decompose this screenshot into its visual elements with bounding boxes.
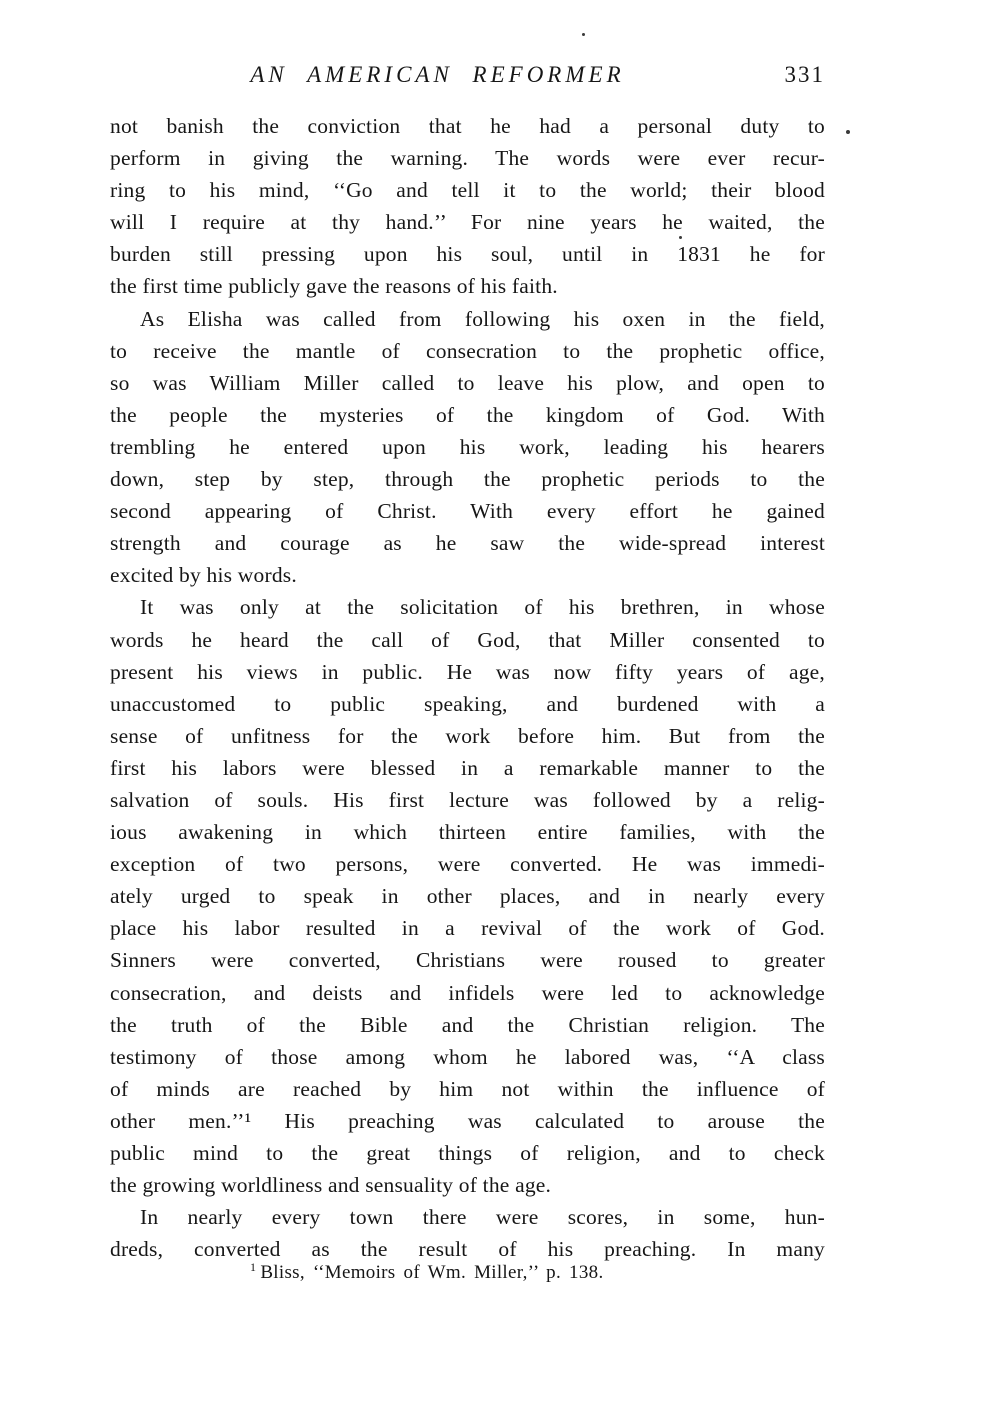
text-line: As Elisha was called from following his oxen in the field, [140,306,825,331]
ink-speck [679,236,682,239]
text-line: public mind to the great things of religion, and to check [110,1141,825,1165]
text-line: first his labors were blessed in a remarkable manner to the [110,755,825,780]
text-line: ious awakening in which thirteen entire families, with the [110,820,825,845]
text-line: the growing worldliness and sensuality of the age. [110,1173,552,1198]
text-line: the people the mysteries of the kingdom of God. With [110,402,825,427]
text-line: unaccustomed to public speaking, and burdened with a [110,691,825,716]
text-line: burden still pressing upon his soul, until in 1831 he for [110,242,825,267]
footnote-text: Bliss, ‘‘Memoirs of Wm. Miller,’’ p. 138. [260,1262,604,1283]
text-line: ately urged to speak in other places, and in nearly every [110,884,825,909]
ink-speck [846,130,850,134]
text-line: sense of unfitness for the work before him. But from the [110,723,825,748]
text-line: not banish the conviction that he had a personal duty to [110,114,825,138]
text-line: present his views in public. He was now fifty years of age, [110,659,825,684]
text-line: place his labor resulted in a revival of the work of God. [110,916,825,941]
text-line: excited by his words. [110,563,297,588]
text-line: dreds, converted as the result of his preaching. In many [110,1237,825,1262]
footnote-marker: 1 [250,1259,257,1274]
text-line: words he heard the call of God, that Miller consented to [110,627,825,652]
text-line: second appearing of Christ. With every effort he gained [110,499,825,524]
text-line: trembling he entered upon his work, leading his hearers [110,434,825,459]
text-line: the truth of the Bible and the Christian religion. The [110,1012,825,1037]
text-line: so was William Miller called to leave his plow, and open to [110,370,825,395]
running-header [110,62,825,94]
footnote [250,1259,604,1284]
text-line: testimony of those among whom he labored was, ‘‘A class [110,1044,825,1069]
ink-speck [582,33,585,36]
text-line: Sinners were converted, Christians were roused to greater [110,948,825,973]
body-text [110,110,825,1265]
text-line: strength and courage as he saw the wide-spread interest [110,531,825,556]
text-line: In nearly every town there were scores, in some, hun- [140,1205,825,1230]
text-line: salvation of souls. His first lecture was followed by a relig- [110,787,825,812]
text-line: of minds are reached by him not within the influence of [110,1076,825,1101]
text-line: consecration, and deists and infidels were led to acknowledge [110,980,825,1005]
text-line: exception of two persons, were converted. He was immedi- [110,852,825,877]
text-line: perform in giving the warning. The words were ever recur- [110,146,825,171]
text-line: will I require at thy hand.’’ For nine years he waited, the [110,210,825,235]
text-line: It was only at the solicitation of his brethren, in whose [140,595,825,620]
page-number: 331 [784,62,825,87]
text-line: other men.’’¹ His preaching was calculated to arouse the [110,1108,825,1133]
text-line: to receive the mantle of consecration to the prophetic office, [110,338,825,363]
text-line: ring to his mind, ‘‘Go and tell it to the world; their blood [110,178,825,203]
text-line: down, step by step, through the prophetic periods to the [110,467,825,492]
text-line: the first time publicly gave the reasons of his faith. [110,274,558,299]
chapter-title: AN AMERICAN REFORMER [250,62,625,87]
